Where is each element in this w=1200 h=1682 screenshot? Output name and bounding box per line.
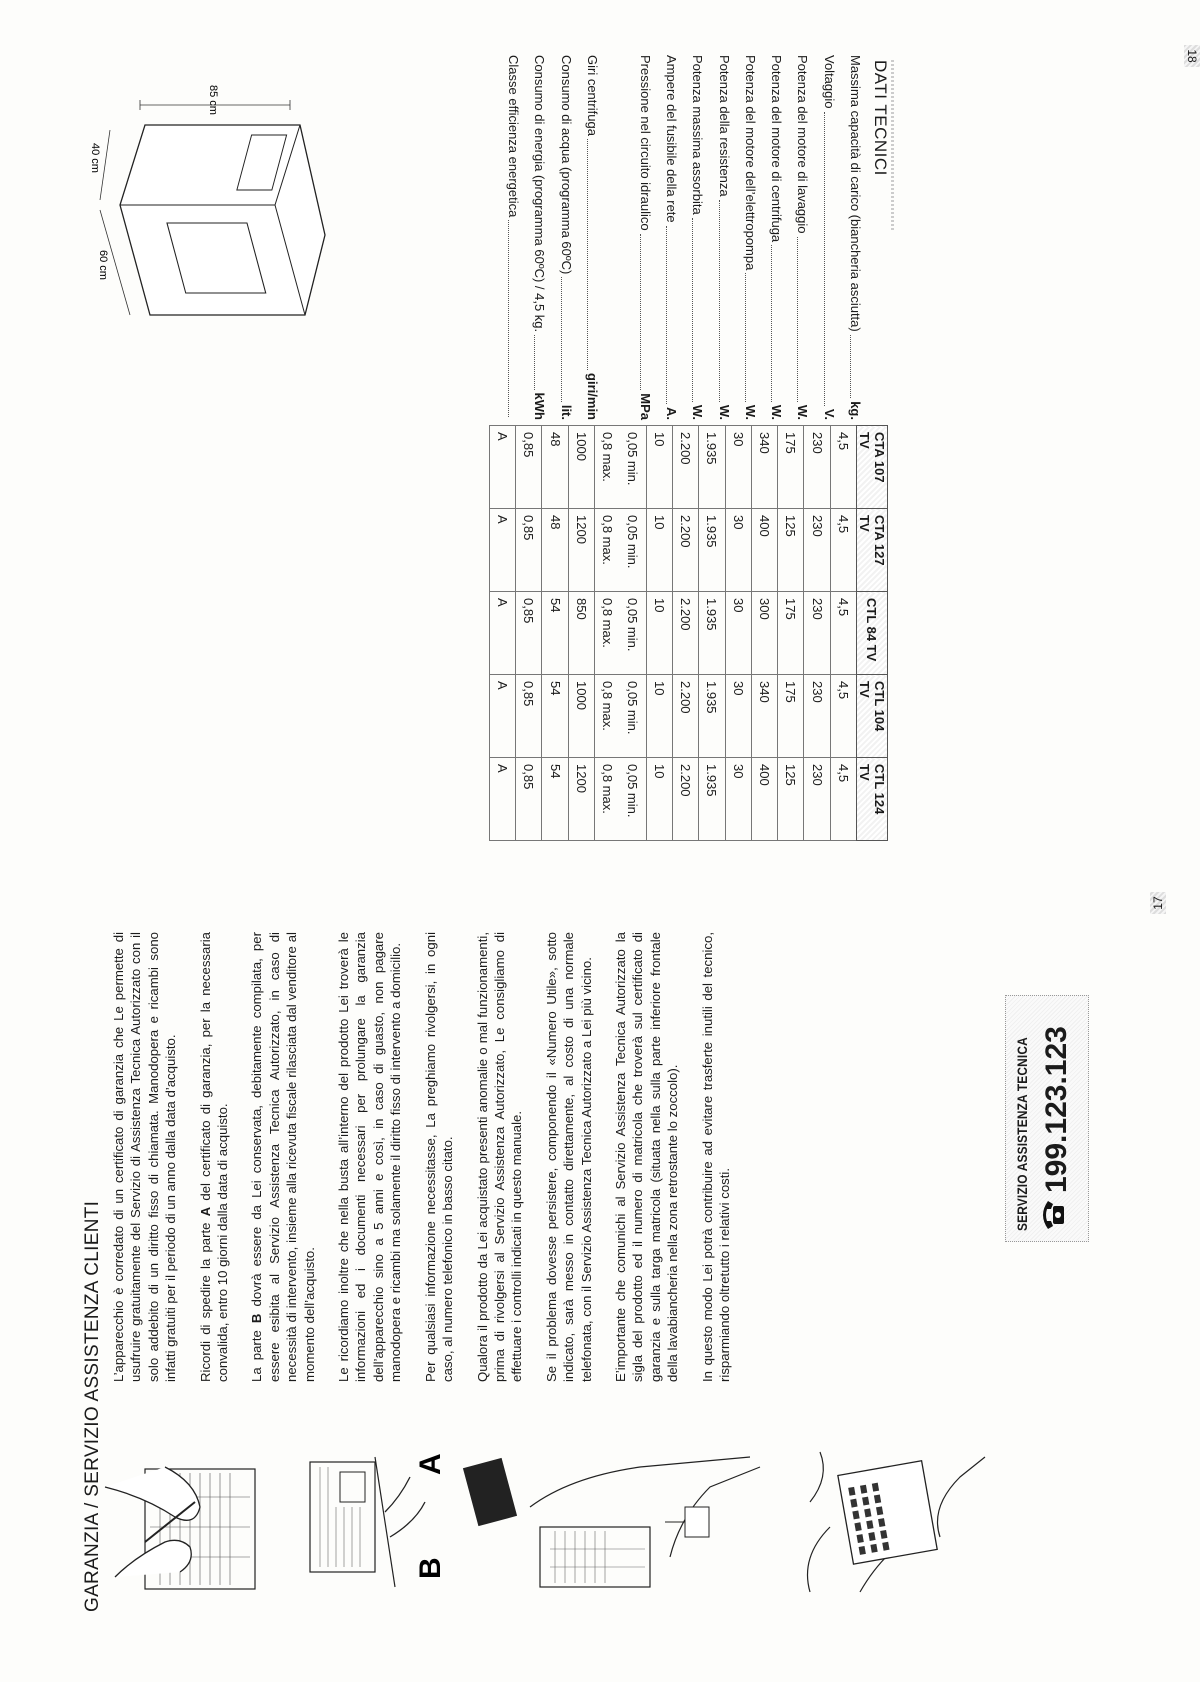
spec-cell: 340 bbox=[751, 675, 777, 758]
spec-unit: W. bbox=[690, 404, 706, 420]
service-assistance-box bbox=[1005, 995, 1089, 1242]
telephone-icon bbox=[1040, 1199, 1074, 1231]
dot-leader bbox=[824, 112, 842, 406]
spec-table-header bbox=[857, 426, 888, 841]
spec-cell: 1200 bbox=[568, 758, 594, 841]
spec-table bbox=[489, 425, 888, 841]
spec-cell: 175 bbox=[778, 675, 804, 758]
spec-cell: 30 bbox=[725, 675, 751, 758]
spec-cell: 230 bbox=[804, 426, 830, 509]
spec-row bbox=[516, 426, 542, 841]
spec-cell: 54 bbox=[542, 675, 568, 758]
spec-cell: 850 bbox=[568, 592, 594, 675]
spec-cell: 0,85 bbox=[516, 592, 542, 675]
spec-label-row bbox=[815, 55, 841, 420]
spec-unit: kWh bbox=[532, 392, 548, 420]
spec-cell: A bbox=[489, 758, 515, 841]
spec-cell: A bbox=[489, 509, 515, 592]
dot-leader bbox=[640, 234, 658, 391]
spec-cell: 1.935 bbox=[699, 426, 725, 509]
spec-cell: 230 bbox=[804, 592, 830, 675]
service-title: SERVIZIO ASSISTENZA TECNICA bbox=[1014, 1037, 1030, 1231]
page-title: DATI TECNICI bbox=[871, 60, 890, 176]
spec-label: Pressione nel circuito idraulico bbox=[637, 55, 653, 231]
spec-row bbox=[646, 426, 672, 841]
spec-cell bbox=[595, 675, 647, 758]
spec-label: Giri centrifuga bbox=[585, 55, 601, 136]
spec-cell-max: 0,8 max. bbox=[600, 764, 616, 814]
spec-cell: 230 bbox=[804, 758, 830, 841]
page-number: 18 bbox=[1184, 45, 1200, 67]
warranty-text bbox=[110, 932, 750, 1382]
spec-unit: A. bbox=[663, 407, 679, 420]
spec-label: Potenza del motore di centrifuga bbox=[769, 55, 785, 243]
spec-label-row bbox=[605, 55, 658, 420]
illustration-keyboard-phone bbox=[790, 1447, 990, 1597]
spec-row bbox=[672, 426, 698, 841]
spec-cell: 1000 bbox=[568, 675, 594, 758]
paragraph: Le ricordiamo inoltre che nella busta all’interno del prodotto Lei troverà le informazioni ed i documenti necessari per prolungare la garanzia dell’apparecchio sino a 5 anni e così, in caso di guasto, non pagare manodopera e ricambi ma solamente il diritto fisso di intervento a domicilio. bbox=[336, 932, 404, 1382]
spec-unit: W. bbox=[769, 404, 785, 420]
spec-cell-min: 0,05 min. bbox=[625, 598, 641, 652]
spec-row bbox=[778, 426, 804, 841]
dot-leader bbox=[719, 200, 737, 402]
spec-unit: W. bbox=[742, 404, 758, 420]
dot-leader bbox=[771, 245, 789, 402]
spec-cell bbox=[595, 509, 647, 592]
spec-cell: 1000 bbox=[568, 426, 594, 509]
spec-label: Voltaggio bbox=[821, 55, 837, 109]
spec-label-row bbox=[526, 55, 552, 420]
dot-leader bbox=[850, 335, 868, 398]
spec-cell: 2.200 bbox=[672, 758, 698, 841]
spec-unit: kg. bbox=[848, 401, 863, 420]
spec-cell: 0,85 bbox=[516, 426, 542, 509]
spec-label: Potenza del motore di lavaggio bbox=[795, 55, 811, 234]
spec-row bbox=[804, 426, 830, 841]
dot-leader bbox=[534, 335, 552, 389]
dot-leader bbox=[561, 277, 579, 401]
dot-leader bbox=[797, 237, 815, 402]
spec-unit: MPa bbox=[637, 393, 653, 420]
spec-cell: 4,5 bbox=[830, 675, 856, 758]
spec-row bbox=[751, 426, 777, 841]
width-dimension: 60 cm bbox=[97, 250, 109, 280]
certificate-part-a-letter: A bbox=[414, 1453, 447, 1475]
dot-leader bbox=[692, 218, 710, 402]
spec-cell-max: 0,8 max. bbox=[600, 598, 616, 648]
spec-cell: 125 bbox=[778, 758, 804, 841]
spec-row bbox=[725, 426, 751, 841]
spec-cell: 2.200 bbox=[672, 675, 698, 758]
page-number: 17 bbox=[1150, 892, 1166, 914]
spec-label: Consumo di energia (programma 60ºC) / 4,5 kg. bbox=[532, 55, 548, 333]
spec-cell: 175 bbox=[778, 592, 804, 675]
spec-cell: 230 bbox=[804, 509, 830, 592]
spec-unit: W. bbox=[716, 404, 732, 420]
paragraph: E’importante che comunichi al Servizio Assistenza Tecnica Autorizzato la sigla del prodotto ed il numero di matricola che troverà sul certificato di garanzia e sulla targa matricola (situata nella sulla parte inferiore frontale della lavabiancheria nella zona retrostante lo zoccolo). bbox=[612, 932, 681, 1382]
spec-cell bbox=[595, 426, 647, 509]
spec-cell: 340 bbox=[751, 426, 777, 509]
spec-cell: 0,85 bbox=[516, 509, 542, 592]
spec-label-row bbox=[579, 55, 605, 420]
spec-label-row bbox=[684, 55, 710, 420]
model-header: CTL 124 TV bbox=[857, 758, 888, 841]
spec-cell-max: 0,8 max. bbox=[600, 515, 616, 565]
service-phone bbox=[1040, 1026, 1074, 1231]
paragraph: Qualora il prodotto da Lei acquistato presenti anomalie o mal funzionamenti, prima di rivolgersi al Servizio Assistenza Autorizzato, Le consigliamo di effettuare i controlli indicati in questo manuale. bbox=[474, 932, 525, 1382]
height-dimension: 85 cm bbox=[207, 85, 219, 115]
spec-cell: 0,85 bbox=[516, 758, 542, 841]
spec-cell: 10 bbox=[646, 426, 672, 509]
spec-labels bbox=[500, 55, 868, 420]
spec-cell: A bbox=[489, 426, 515, 509]
paragraph: Per qualsiasi informazione necessitasse, La preghiamo rivolgersi, in ogni caso, al numero telefonico in basso citato. bbox=[422, 932, 456, 1382]
spec-cell: 4,5 bbox=[830, 509, 856, 592]
model-header: CTA 127 TV bbox=[857, 509, 888, 592]
model-header: CTL 104 TV bbox=[857, 675, 888, 758]
spec-unit: giri/min bbox=[585, 373, 601, 420]
spec-cell: 0,85 bbox=[516, 675, 542, 758]
paragraph: Ricordi di spedire la parte A del certificato di garanzia, per la necessaria convalida, entro 10 giorni dalla data di acquisto. bbox=[197, 932, 231, 1382]
spec-cell: 54 bbox=[542, 758, 568, 841]
certificate-part-b-letter: B bbox=[414, 1557, 447, 1579]
spec-label-row bbox=[789, 55, 815, 420]
spec-cell: A bbox=[489, 592, 515, 675]
page-title: GARANZIA / SERVIZIO ASSISTENZA CLIENTI bbox=[82, 1200, 103, 1612]
spec-label-row bbox=[737, 55, 763, 420]
spec-cell: 4,5 bbox=[830, 592, 856, 675]
machine-dimensions-drawing bbox=[85, 85, 350, 335]
illustration-writing-certificate bbox=[105, 1447, 285, 1597]
spec-label: Ampere del fusibile della rete bbox=[663, 55, 679, 223]
illustration-certificate-parts bbox=[300, 1447, 450, 1597]
page-17 bbox=[0, 841, 1190, 1682]
illustration-product-documents bbox=[450, 1447, 780, 1597]
spec-cell: 300 bbox=[751, 592, 777, 675]
spec-cell: 1.935 bbox=[699, 509, 725, 592]
spec-unit: lit. bbox=[558, 404, 574, 420]
spec-cell bbox=[595, 758, 647, 841]
paragraph: L’apparecchio è corredato di un certificato di garanzia che Le permette di usufruire gratuitamente del Servizio di Assistenza Tecnica Autorizzato con il solo addebito di un diritto fisso di chiamata. Manodopera e ricambi sono infatti gratuiti per il periodo di un anno dalla data d’acquisto. bbox=[111, 932, 179, 1382]
spec-label-row bbox=[842, 55, 868, 420]
model-header: CTL 84 TV bbox=[857, 592, 888, 675]
spec-cell: 1200 bbox=[568, 509, 594, 592]
spec-cell: 2.200 bbox=[672, 509, 698, 592]
spec-label: Potenza massima assorbita bbox=[690, 55, 706, 215]
spec-cell: 30 bbox=[725, 426, 751, 509]
depth-dimension: 40 cm bbox=[89, 143, 101, 173]
spec-cell: 10 bbox=[646, 675, 672, 758]
paragraph: In questo modo Lei potrà contribuire ad evitare trasferte inutili del tecnico, risparmiando oltretutto i relativi costi. bbox=[699, 932, 732, 1382]
spec-cell-min: 0,05 min. bbox=[625, 681, 641, 735]
paragraph: Se il problema dovesse persistere, componendo il «Numero Utile», sotto indicato, sarà messo in contatto direttamente, al costo di una normale telefonata, con il Servizio Assistenza Tecnica Autorizzato a Lei più vicino. bbox=[543, 932, 594, 1382]
spec-cell: 2.200 bbox=[672, 426, 698, 509]
spec-label: Consumo di acqua (programma 60ºC) bbox=[558, 55, 574, 275]
paragraph: La parte B dovrà essere da Lei conservata, debitamente compilata, per essere esibita al Servizio Assistenza Tecnica Autorizzato, in caso di necessità di intervento, insieme alla ricevuta fiscale rilasciata dal venditore al momento dell’acquisto. bbox=[249, 932, 317, 1382]
page-18 bbox=[0, 0, 1199, 841]
spec-label: Massima capacità di carico (biancheria asciutta) bbox=[848, 55, 863, 332]
spec-label-row bbox=[552, 55, 578, 420]
service-phone-number: 199.123.123 bbox=[1040, 1026, 1073, 1193]
spec-row bbox=[830, 426, 856, 841]
dot-leader bbox=[508, 220, 526, 417]
spec-cell: 230 bbox=[804, 675, 830, 758]
spec-cell-min: 0,05 min. bbox=[625, 764, 641, 818]
spec-cell-min: 0,05 min. bbox=[625, 515, 641, 569]
spec-row bbox=[542, 426, 568, 841]
spec-cell bbox=[595, 592, 647, 675]
model-header: CTA 107 TV bbox=[857, 426, 888, 509]
spec-cell: A bbox=[489, 675, 515, 758]
spec-cell: 48 bbox=[542, 509, 568, 592]
dot-leader bbox=[666, 226, 684, 404]
spec-cell: 125 bbox=[778, 509, 804, 592]
spec-cell: 1.935 bbox=[699, 758, 725, 841]
spec-label: Classe efficienza energetica bbox=[506, 55, 522, 218]
spec-row bbox=[595, 426, 647, 841]
spec-cell: 10 bbox=[646, 592, 672, 675]
spec-cell: 1.935 bbox=[699, 675, 725, 758]
spec-cell-max: 0,8 max. bbox=[600, 432, 616, 482]
spec-unit: W. bbox=[795, 404, 811, 420]
spec-label-row bbox=[500, 55, 526, 420]
spec-label-row bbox=[710, 55, 736, 420]
spec-cell: 175 bbox=[778, 426, 804, 509]
spec-cell: 30 bbox=[725, 592, 751, 675]
spec-cell: 10 bbox=[646, 758, 672, 841]
spec-label: Potenza della resistenza bbox=[716, 55, 732, 197]
dot-leader bbox=[587, 139, 605, 370]
spec-row bbox=[699, 426, 725, 841]
dot-leader bbox=[745, 273, 763, 401]
spec-cell: 4,5 bbox=[830, 426, 856, 509]
spec-cell: 30 bbox=[725, 509, 751, 592]
spec-row bbox=[568, 426, 594, 841]
title-underline bbox=[891, 60, 894, 230]
spec-cell-max: 0,8 max. bbox=[600, 681, 616, 731]
spec-cell: 1.935 bbox=[699, 592, 725, 675]
spec-cell-min: 0,05 min. bbox=[625, 432, 641, 486]
spec-cell: 2.200 bbox=[672, 592, 698, 675]
spec-label-row bbox=[658, 55, 684, 420]
spec-row bbox=[489, 426, 515, 841]
spec-label: Potenza del motore dell’elettropompa bbox=[742, 55, 758, 271]
spec-cell: 400 bbox=[751, 509, 777, 592]
spec-unit: V. bbox=[821, 408, 837, 420]
spec-cell: 400 bbox=[751, 758, 777, 841]
spec-cell: 10 bbox=[646, 509, 672, 592]
spec-cell: 4,5 bbox=[830, 758, 856, 841]
spec-cell: 48 bbox=[542, 426, 568, 509]
spec-cell: 54 bbox=[542, 592, 568, 675]
spec-cell: 30 bbox=[725, 758, 751, 841]
spec-label-row bbox=[763, 55, 789, 420]
